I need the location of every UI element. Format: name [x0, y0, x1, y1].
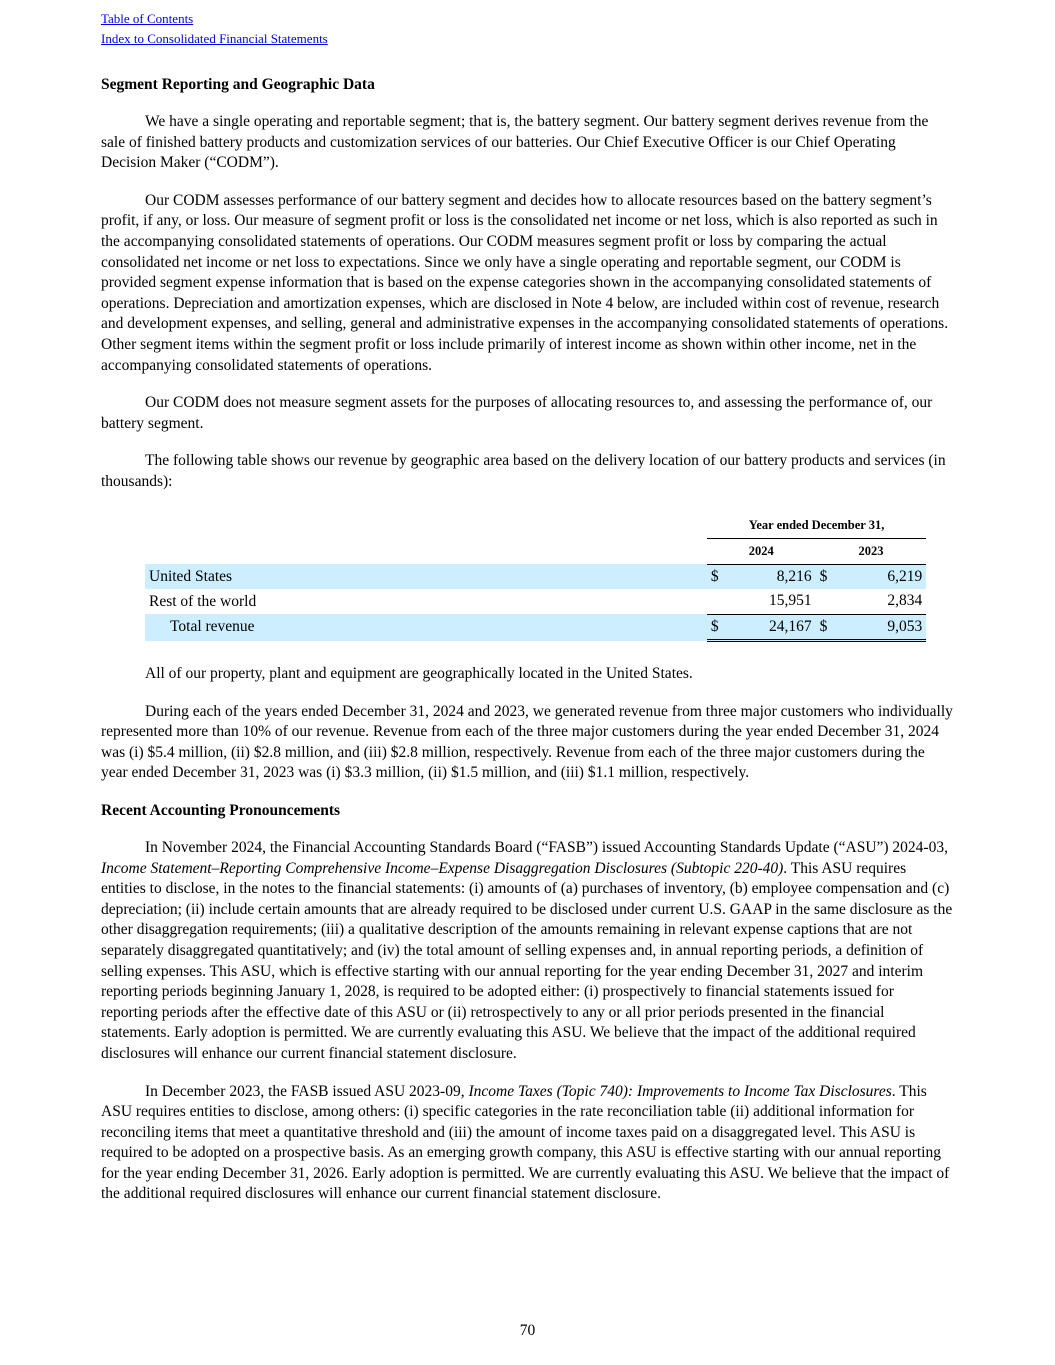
currency-symbol: $ — [816, 564, 836, 589]
value-2024: 24,167 — [727, 614, 816, 641]
property-paragraph: All of our property, plant and equipment are geographically located in the United States. — [145, 665, 693, 682]
major-customers-paragraph: During each of the years ended December 31, 2024 and 2023, we generated revenue from three major customers who individually represented more than 10% of our revenue. Revenue from each of the three major customers during the year ended December 31, 2024 was (i) $5.4 million, (ii) $2.8 million, and (iii) $2.8 million, respectively. Revenue from each of the three major customers during the year ended December 31, 2023 was (i) $3.3 million, (ii) $1.5 million, and (iii) $1.1 million, respectively. — [101, 702, 953, 782]
asu-2024-03-text-b: . This ASU requires entities to disclose, in the notes to the financial statements: (i) amounts of (a) purchases of inventory, (b) employee compensation and (c) depreciation; (ii) include certain amounts that are already required to be disclosed under current U.S. GAAP in the same disclosure as the other disaggregation requirements; (iii) a qualitative description of the amounts remaining in relevant expense captions that are not separately disaggregated quantitatively; and (iv) the total amount of selling expenses and, in annual reporting periods, a definition of selling expenses. This ASU, which is effective starting with our annual reporting for the year ending December 31, 2027 and interim reporting periods beginning January 1, 2028, is required to be adopted either: (i) prospectively to financial statements issued for reporting periods after the effective date of this ASU or (ii) retrospectively to any or all prior periods presented in the financial statements. Early adoption is permitted. We are currently evaluating this ASU. We believe that the impact of the additional required disclosures will enhance our current financial statement disclosure. — [101, 859, 953, 1062]
asu-2024-03-paragraph — [101, 838, 954, 1065]
row-label: United States — [145, 564, 707, 589]
document-page — [101, 0, 954, 1205]
table-header-period-row — [145, 514, 944, 539]
top-nav — [101, 0, 954, 49]
pronouncements-heading: Recent Accounting Pronouncements — [101, 801, 341, 819]
value-2024: 15,951 — [769, 592, 812, 610]
page-number: 70 — [519, 1322, 536, 1339]
row-label: Total revenue — [145, 614, 707, 641]
table-of-contents-link[interactable]: Table of Contents — [101, 11, 194, 26]
value-2023: 9,053 — [836, 614, 927, 641]
table-row — [145, 564, 944, 589]
currency-symbol: $ — [816, 614, 836, 641]
value-2023: 2,834 — [887, 592, 923, 610]
table-header-years-row — [145, 539, 944, 565]
asu-2023-09-paragraph — [101, 1082, 954, 1206]
value-2024: 8,216 — [727, 564, 816, 589]
currency-symbol: $ — [707, 614, 727, 641]
segment-paragraph-3: Our CODM does not measure segment assets for the purposes of allocating resources to, and assessing the performance of, our battery segment. — [101, 394, 933, 432]
index-financial-statements-link[interactable]: Index to Consolidated Financial Statements — [101, 31, 328, 46]
geographic-revenue-table — [145, 514, 944, 643]
segment-heading: Segment Reporting and Geographic Data — [101, 76, 375, 93]
asu-2023-09-text-a: In December 2023, the FASB issued ASU 2023-09, — [145, 1082, 469, 1100]
col-2024-header: 2024 — [707, 539, 816, 565]
asu-2023-09-title: Income Taxes (Topic 740): Improvements to Income Tax Disclosures — [468, 1082, 892, 1100]
row-label: Rest of the world — [149, 592, 257, 610]
currency-symbol: $ — [707, 564, 727, 589]
asu-2023-09-text-b: . This ASU requires entities to disclose, among others: (i) specific categories in the rate reconciliation table (ii) additional information for reconciling items that meet a quantitative threshold and (iii) the amount of income taxes paid on a disaggregated level. This ASU is required to be adopted on a prospective basis. As an emerging growth company, this ASU is effective starting with our annual reporting for the year ending December 31, 2026. Early adoption is permitted. We are currently evaluating this ASU. We believe that the impact of the additional required disclosures will enhance our current financial statement disclosure. — [101, 1082, 950, 1203]
asu-2024-03-text-a: In November 2024, the Financial Accounting Standards Board (“FASB”) issued Accounting Standards Update (“ASU”) 2024-03, — [145, 838, 948, 856]
asu-2024-03-title: Income Statement–Reporting Comprehensive Income–Expense Disaggregation Disclosures (Subtopic 220-40) — [101, 859, 784, 877]
value-2023: 6,219 — [836, 564, 927, 589]
period-header: Year ended December 31, — [707, 514, 926, 539]
segment-paragraph-1: We have a single operating and reportable segment; that is, the battery segment. Our battery segment derives revenue from the sale of finished battery products and customization services of our batteries. Our Chief Executive Officer is our Chief Operating Decision Maker (“CODM”). — [101, 113, 929, 172]
table-total-row — [145, 614, 944, 641]
table-row — [145, 589, 944, 614]
segment-paragraph-2: Our CODM assesses performance of our battery segment and decides how to allocate resources based on the battery segment’s profit, if any, or loss. Our measure of segment profit or loss is the consolidated net income or net loss, which is also reported as such in the accompanying consolidated statements of operations. Our CODM measures segment profit or loss by comparing the actual consolidated net income or net loss to expectations. Since we only have a single operating and reportable segment, our CODM is provided segment expense information that is based on the expense categories shown in the accompanying consolidated statements of operations. Depreciation and amortization expenses, which are disclosed in Note 4 below, are included within cost of revenue, research and development expenses, and selling, general and administrative expenses in the accompanying consolidated statements of operations. Other segment items within the segment profit or loss include primarily of interest income as shown within other income, net in the accompanying consolidated statements of operations. — [101, 191, 949, 374]
segment-paragraph-4: The following table shows our revenue by geographic area based on the delivery location of our battery products and services (in thousands): — [101, 452, 946, 490]
col-2023-header: 2023 — [816, 539, 927, 565]
